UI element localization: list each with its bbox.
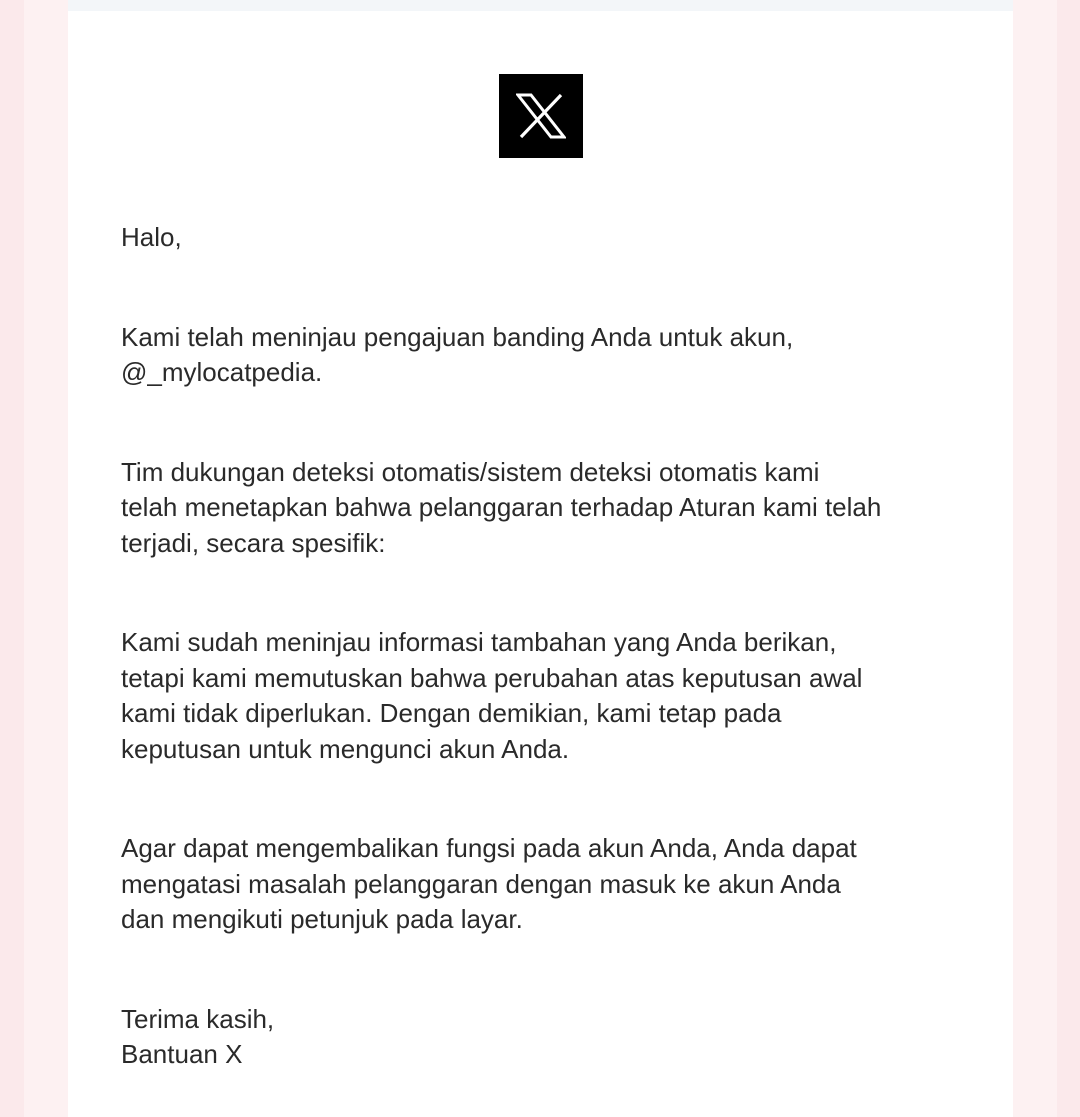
x-logo [499, 74, 583, 158]
email-paragraph-next-steps: Agar dapat mengembalikan fungsi pada akun Anda, Anda dapat mengatasi masalah pelanggaran dengan masuk ke akun Anda dan mengikuti petunjuk pada layar. [121, 833, 857, 934]
email-paragraph-violation-found: Tim dukungan deteksi otomatis/sistem deteksi otomatis kami telah menetapkan bahwa pelanggaran terhadap Aturan kami telah terjadi, secara spesifik: [121, 456, 882, 558]
email-message [121, 220, 971, 1073]
email-greeting: Halo, [121, 222, 182, 252]
email-paragraph-decision: Kami sudah meninjau informasi tambahan yang Anda berikan, tetapi kami memutuskan bahwa perubahan atas keputusan awal kami tidak diperlukan. Dengan demikian, kami tetap pada keputusan untuk mengunci akun Anda. [121, 627, 863, 764]
x-logo-icon [516, 93, 566, 139]
email-paragraph-appeal-reviewed: Kami telah meninjau pengajuan banding Anda untuk akun, @_mylocatpedia. [121, 321, 794, 387]
email-signature: Terima kasih, Bantuan X [121, 1003, 275, 1069]
email-header-strip [68, 0, 1013, 11]
email-body [68, 0, 1013, 1117]
